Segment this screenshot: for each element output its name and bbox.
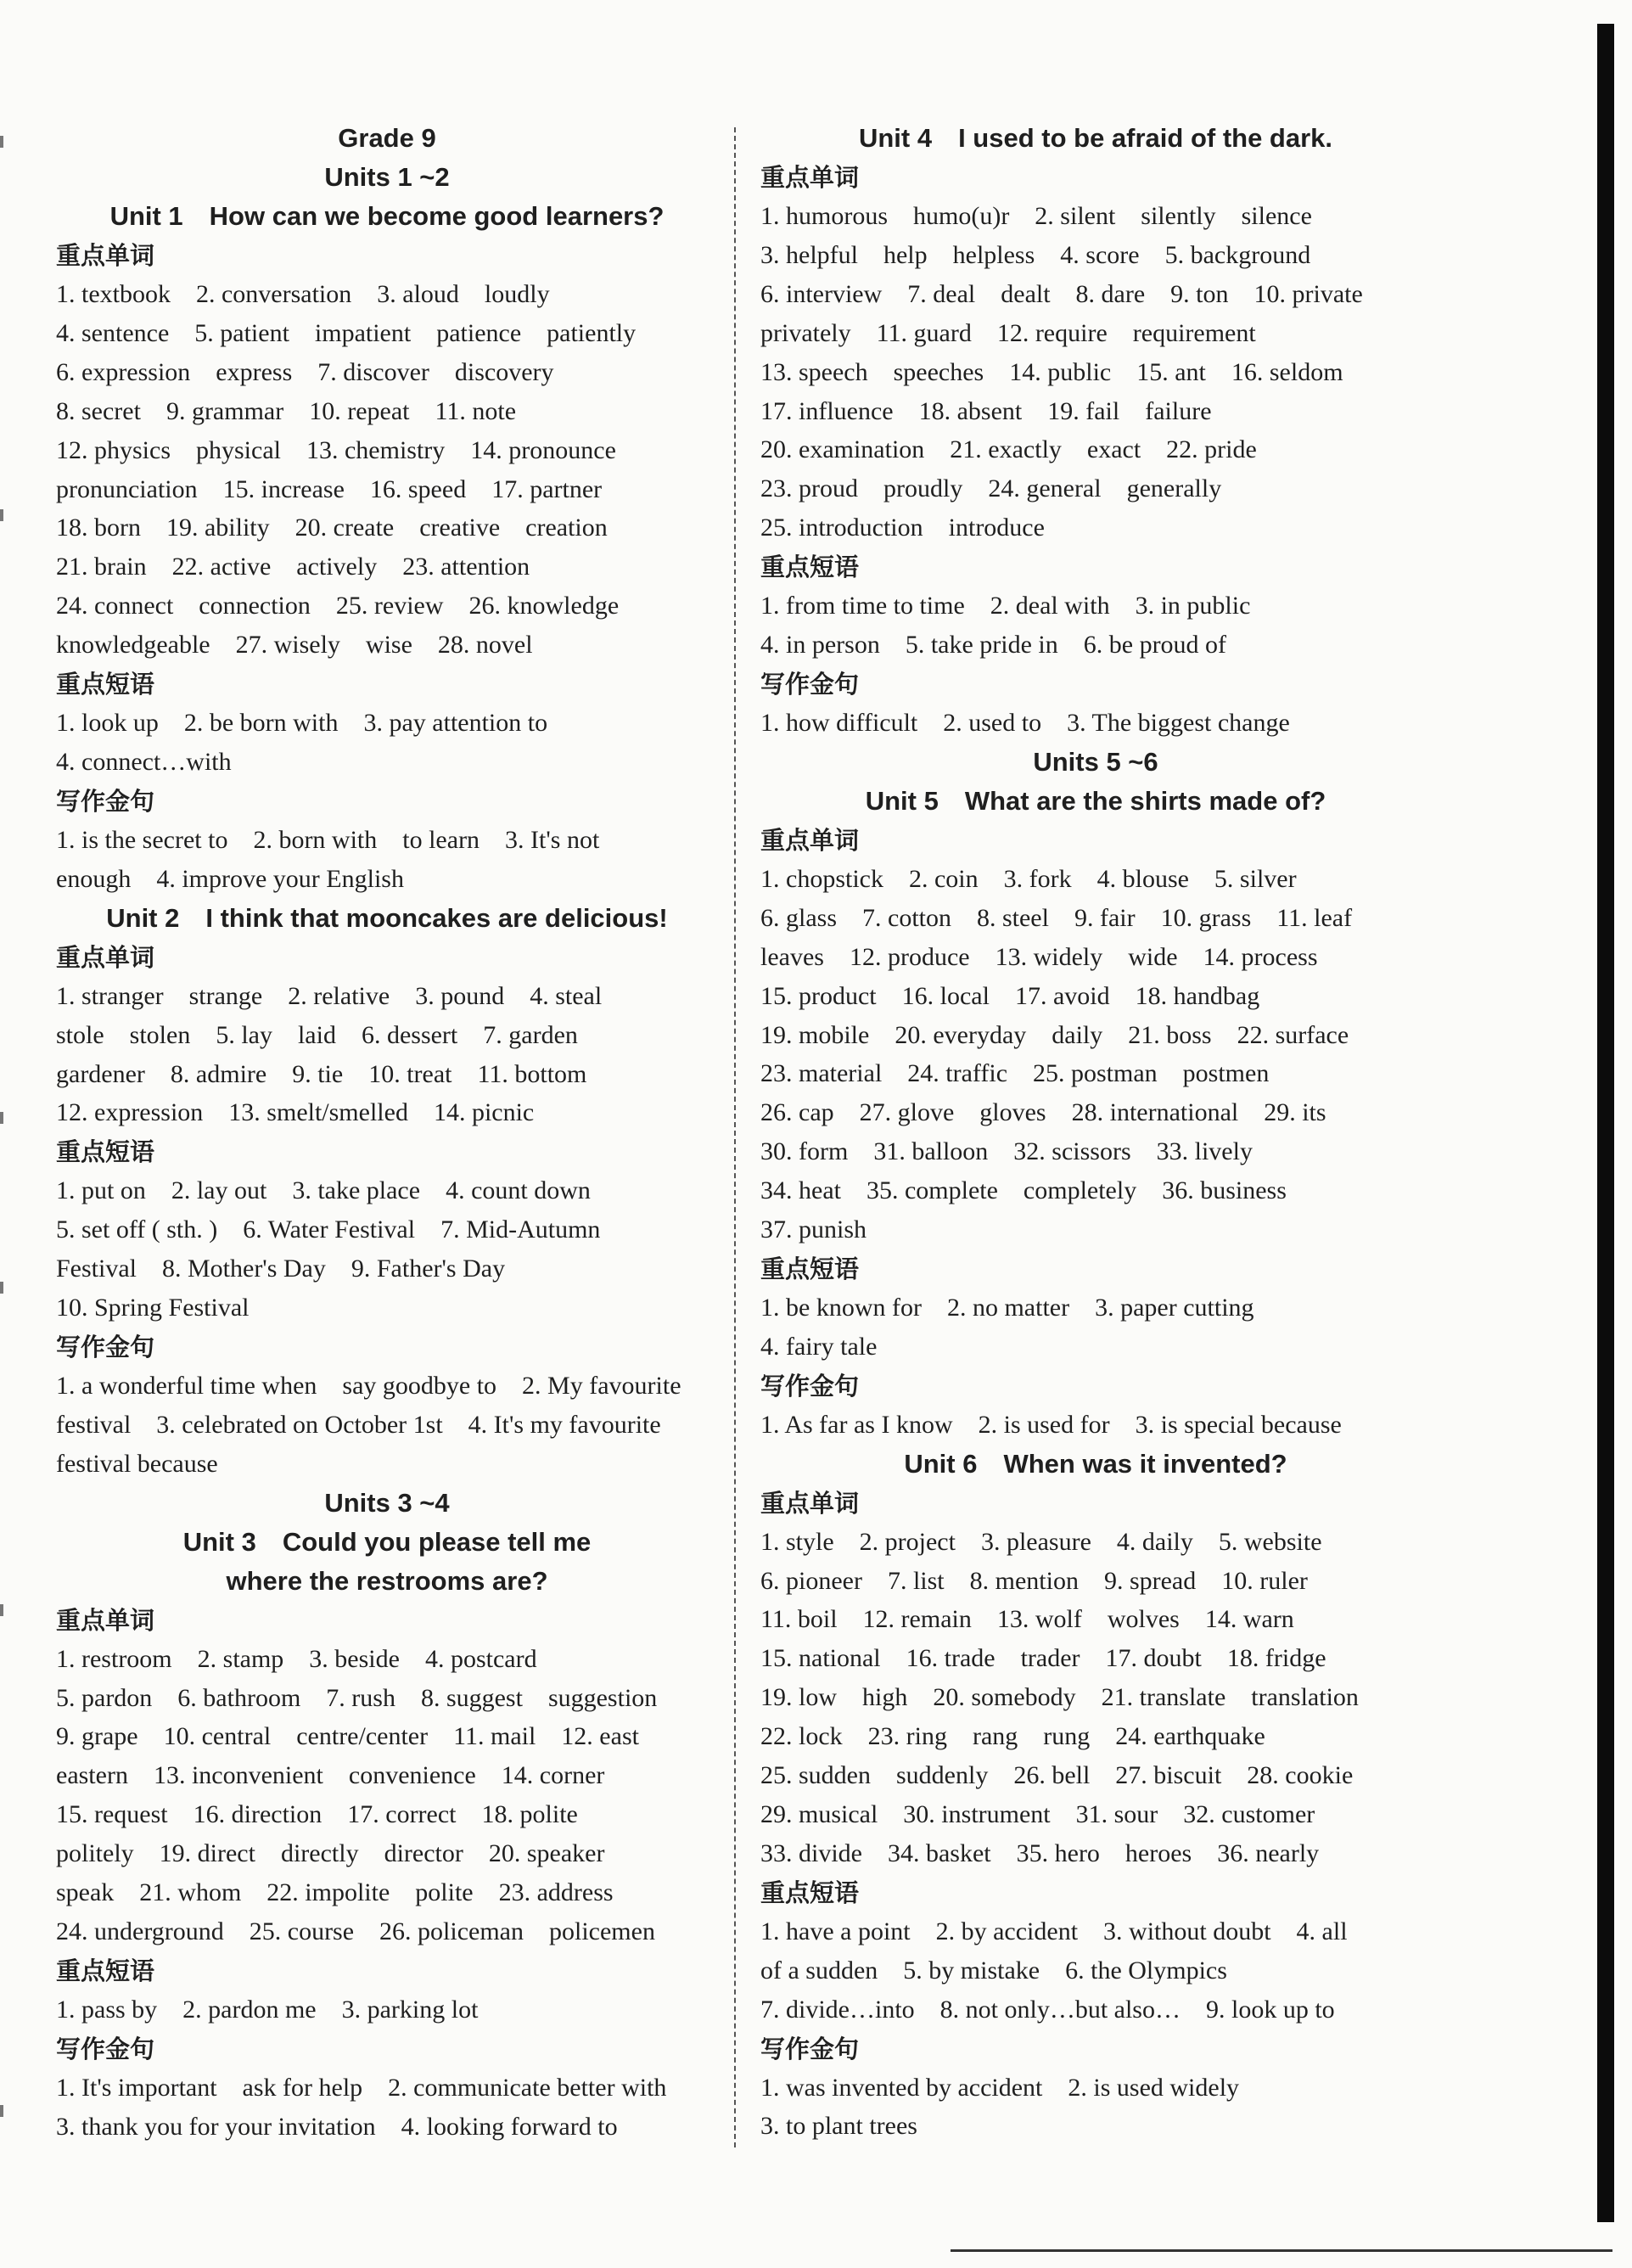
answer-line: 18. born 19. ability 20. create creative creation [56,514,608,542]
section-label: 重点短语 [760,1878,860,1907]
answer-line: 9. grape 10. central centre/center 11. mail 12. east [56,1722,639,1751]
answer-line: 24. underground 25. course 26. policeman policemen [56,1917,655,1945]
answer-line: 22. lock 23. ring rang rung 24. earthquake [760,1722,1265,1751]
unit-heading: Unit 3 Could you please tell me [182,1526,592,1557]
answer-line: 6. pioneer 7. list 8. mention 9. spread 10. ruler [760,1566,1308,1595]
answer-line: 1. a wonderful time when say goodbye to 2. My favourite [56,1371,681,1400]
answer-line: of a sudden 5. by mistake 6. the Olympics [760,1956,1227,1984]
unit-heading: Grade 9 [338,123,436,153]
answer-line: 4. in person 5. take pride in 6. be proud of [760,631,1227,660]
answer-line: enough 4. improve your English [56,864,404,893]
unit-heading: Unit 6 When was it invented? [904,1448,1287,1479]
answer-line: 6. expression express 7. discover discovery [56,357,554,386]
answer-line: 30. form 31. balloon 32. scissors 33. lively [760,1137,1253,1166]
answer-line: 1. how difficult 2. used to 3. The biggest change [760,708,1290,737]
answer-line: stole stolen 5. lay laid 6. dessert 7. garden [56,1020,578,1049]
answer-line: 1. from time to time 2. deal with 3. in public [760,592,1251,620]
answer-line: 1. restroom 2. stamp 3. beside 4. postcard [56,1644,537,1673]
section-label: 重点短语 [56,670,155,699]
section-label: 写作金句 [760,669,860,699]
section-label: 重点单词 [760,1488,860,1518]
section-label: 写作金句 [760,2034,860,2063]
answer-line: 3. thank you for your invitation 4. looking forward to [56,2112,618,2141]
answer-line: 3. helpful help helpless 4. score 5. background [760,240,1311,269]
answer-line: 17. influence 18. absent 19. fail failure [760,396,1212,425]
answer-line: 29. musical 30. instrument 31. sour 32. customer [760,1800,1315,1828]
answer-line: 1. pass by 2. pardon me 3. parking lot [56,1995,479,2024]
left-column [56,119,718,2147]
column-divider [734,127,736,2147]
unit-heading: Units 5 ~6 [1033,746,1158,777]
answer-line: 19. low high 20. somebody 21. translate translation [760,1683,1359,1712]
unit-heading: Unit 4 I used to be afraid of the dark. [858,123,1333,153]
answer-line: 21. brain 22. active actively 23. attention [56,553,530,581]
answer-line: festival 3. celebrated on October 1st 4. It's my favourite [56,1410,661,1439]
answer-line: gardener 8. admire 9. tie 10. treat 11. bottom [56,1059,587,1088]
answer-line: 23. proud proudly 24. general generally [760,474,1222,503]
unit-heading: Unit 2 I think that mooncakes are delicious! [106,902,668,933]
answer-line: privately 11. guard 12. require requirement [760,318,1256,347]
answer-line: Festival 8. Mother's Day 9. Father's Day [56,1255,506,1283]
answer-line: 6. glass 7. cotton 8. steel 9. fair 10. grass 11. leaf [760,903,1353,932]
section-label: 重点单词 [56,241,155,270]
answer-line: 1. put on 2. lay out 3. take place 4. count down [56,1176,591,1205]
answer-line: 4. sentence 5. patient impatient patience patiently [56,318,637,347]
unit-heading: Unit 1 How can we become good learners? [109,201,665,231]
unit-heading: Units 3 ~4 [324,1487,450,1518]
answer-line: 25. sudden suddenly 26. bell 27. biscuit 28. cookie [760,1761,1354,1790]
answer-line: pronunciation 15. increase 16. speed 17. partner [56,474,603,503]
answer-line: 13. speech speeches 14. public 15. ant 16. seldom [760,357,1343,386]
answer-line: 25. introduction introduce [760,514,1045,542]
answer-line: 4. connect…with [56,747,232,776]
answer-line: 24. connect connection 25. review 26. knowledge [56,592,620,620]
answer-line: 10. Spring Festival [56,1294,250,1322]
answer-line: 26. cap 27. glove gloves 28. international 29. its [760,1098,1326,1127]
answer-line: 1. humorous humo(u)r 2. silent silently silence [760,202,1312,230]
answer-line: 23. material 24. traffic 25. postman postmen [760,1059,1270,1088]
unit-heading: Units 1 ~2 [324,162,450,192]
answer-line: 8. secret 9. grammar 10. repeat 11. note [56,396,517,425]
section-label: 重点单词 [56,942,155,972]
answer-line: 4. fairy tale [760,1332,878,1361]
answer-line: 5. pardon 6. bathroom 7. rush 8. suggest suggestion [56,1683,658,1712]
answer-line: 5. set off ( sth. ) 6. Water Festival 7. Mid-Autumn [56,1215,601,1244]
section-label: 重点短语 [56,1137,155,1167]
answer-line: speak 21. whom 22. impolite polite 23. address [56,1878,614,1907]
answer-line: leaves 12. produce 13. widely wide 14. process [760,942,1318,971]
section-label: 写作金句 [56,1332,155,1361]
answer-line: politely 19. direct directly director 20. speaker [56,1839,605,1868]
answer-line: 20. examination 21. exactly exact 22. pride [760,435,1257,464]
answer-line: 7. divide…into 8. not only…but also… 9. look up to [760,1995,1335,2024]
answer-line: 33. divide 34. basket 35. hero heroes 36. nearly [760,1839,1320,1867]
answer-line: 12. physics physical 13. chemistry 14. pronounce [56,435,616,464]
answer-line: 11. boil 12. remain 13. wolf wolves 14. warn [760,1605,1294,1634]
answer-line: 1. have a point 2. by accident 3. without doubt 4. all [760,1917,1348,1945]
answer-line: 1. textbook 2. conversation 3. aloud loudly [56,280,550,308]
section-label: 写作金句 [56,2034,155,2063]
answer-line: 1. was invented by accident 2. is used widely [760,2073,1240,2102]
right-column [760,119,1431,2146]
section-label: 重点单词 [760,163,860,192]
unit-heading: Unit 5 What are the shirts made of? [865,785,1326,816]
section-label: 重点单词 [760,825,860,855]
answer-line: 6. interview 7. deal dealt 8. dare 9. ton 10. private [760,279,1363,308]
answer-line: 1. is the secret to 2. born with to learn 3. It's not [56,825,600,854]
scan-edge-marks [0,0,5,2268]
answer-line: 1. As far as I know 2. is used for 3. is special because [760,1410,1342,1439]
section-label: 重点短语 [56,1956,155,1985]
answer-line: festival because [56,1449,218,1478]
answer-line: 19. mobile 20. everyday daily 21. boss 22. surface [760,1020,1349,1049]
answer-line: 37. punish [760,1215,867,1244]
answer-line: 1. stranger strange 2. relative 3. pound 4. steal [56,981,603,1010]
answer-line: 34. heat 35. complete completely 36. business [760,1176,1287,1205]
page-edge-bar [1597,24,1614,2222]
answer-line: 1. be known for 2. no matter 3. paper cutting [760,1293,1254,1322]
section-label: 写作金句 [760,1371,860,1401]
section-label: 写作金句 [56,786,155,816]
section-label: 重点短语 [760,1254,860,1283]
bottom-rule [951,2249,1612,2252]
answer-line: 1. It's important ask for help 2. communicate better with [56,2073,667,2102]
answer-line: 1. style 2. project 3. pleasure 4. daily 5. website [760,1527,1322,1556]
answer-line: 3. to plant trees [760,2112,917,2141]
answer-line: 12. expression 13. smelt/smelled 14. picnic [56,1098,535,1127]
answer-line: 15. national 16. trade trader 17. doubt 18. fridge [760,1644,1326,1673]
section-label: 重点短语 [760,553,860,582]
section-label: 重点单词 [56,1605,155,1635]
answer-line: knowledgeable 27. wisely wise 28. novel [56,631,533,660]
answer-line: 1. look up 2. be born with 3. pay attention to [56,709,548,738]
answer-line: 15. request 16. direction 17. correct 18. polite [56,1800,578,1829]
answer-line: 1. chopstick 2. coin 3. fork 4. blouse 5. silver [760,864,1297,893]
answer-line: 15. product 16. local 17. avoid 18. handbag [760,981,1260,1010]
unit-heading: where the restrooms are? [226,1565,548,1596]
answer-line: eastern 13. inconvenient convenience 14. corner [56,1761,605,1790]
